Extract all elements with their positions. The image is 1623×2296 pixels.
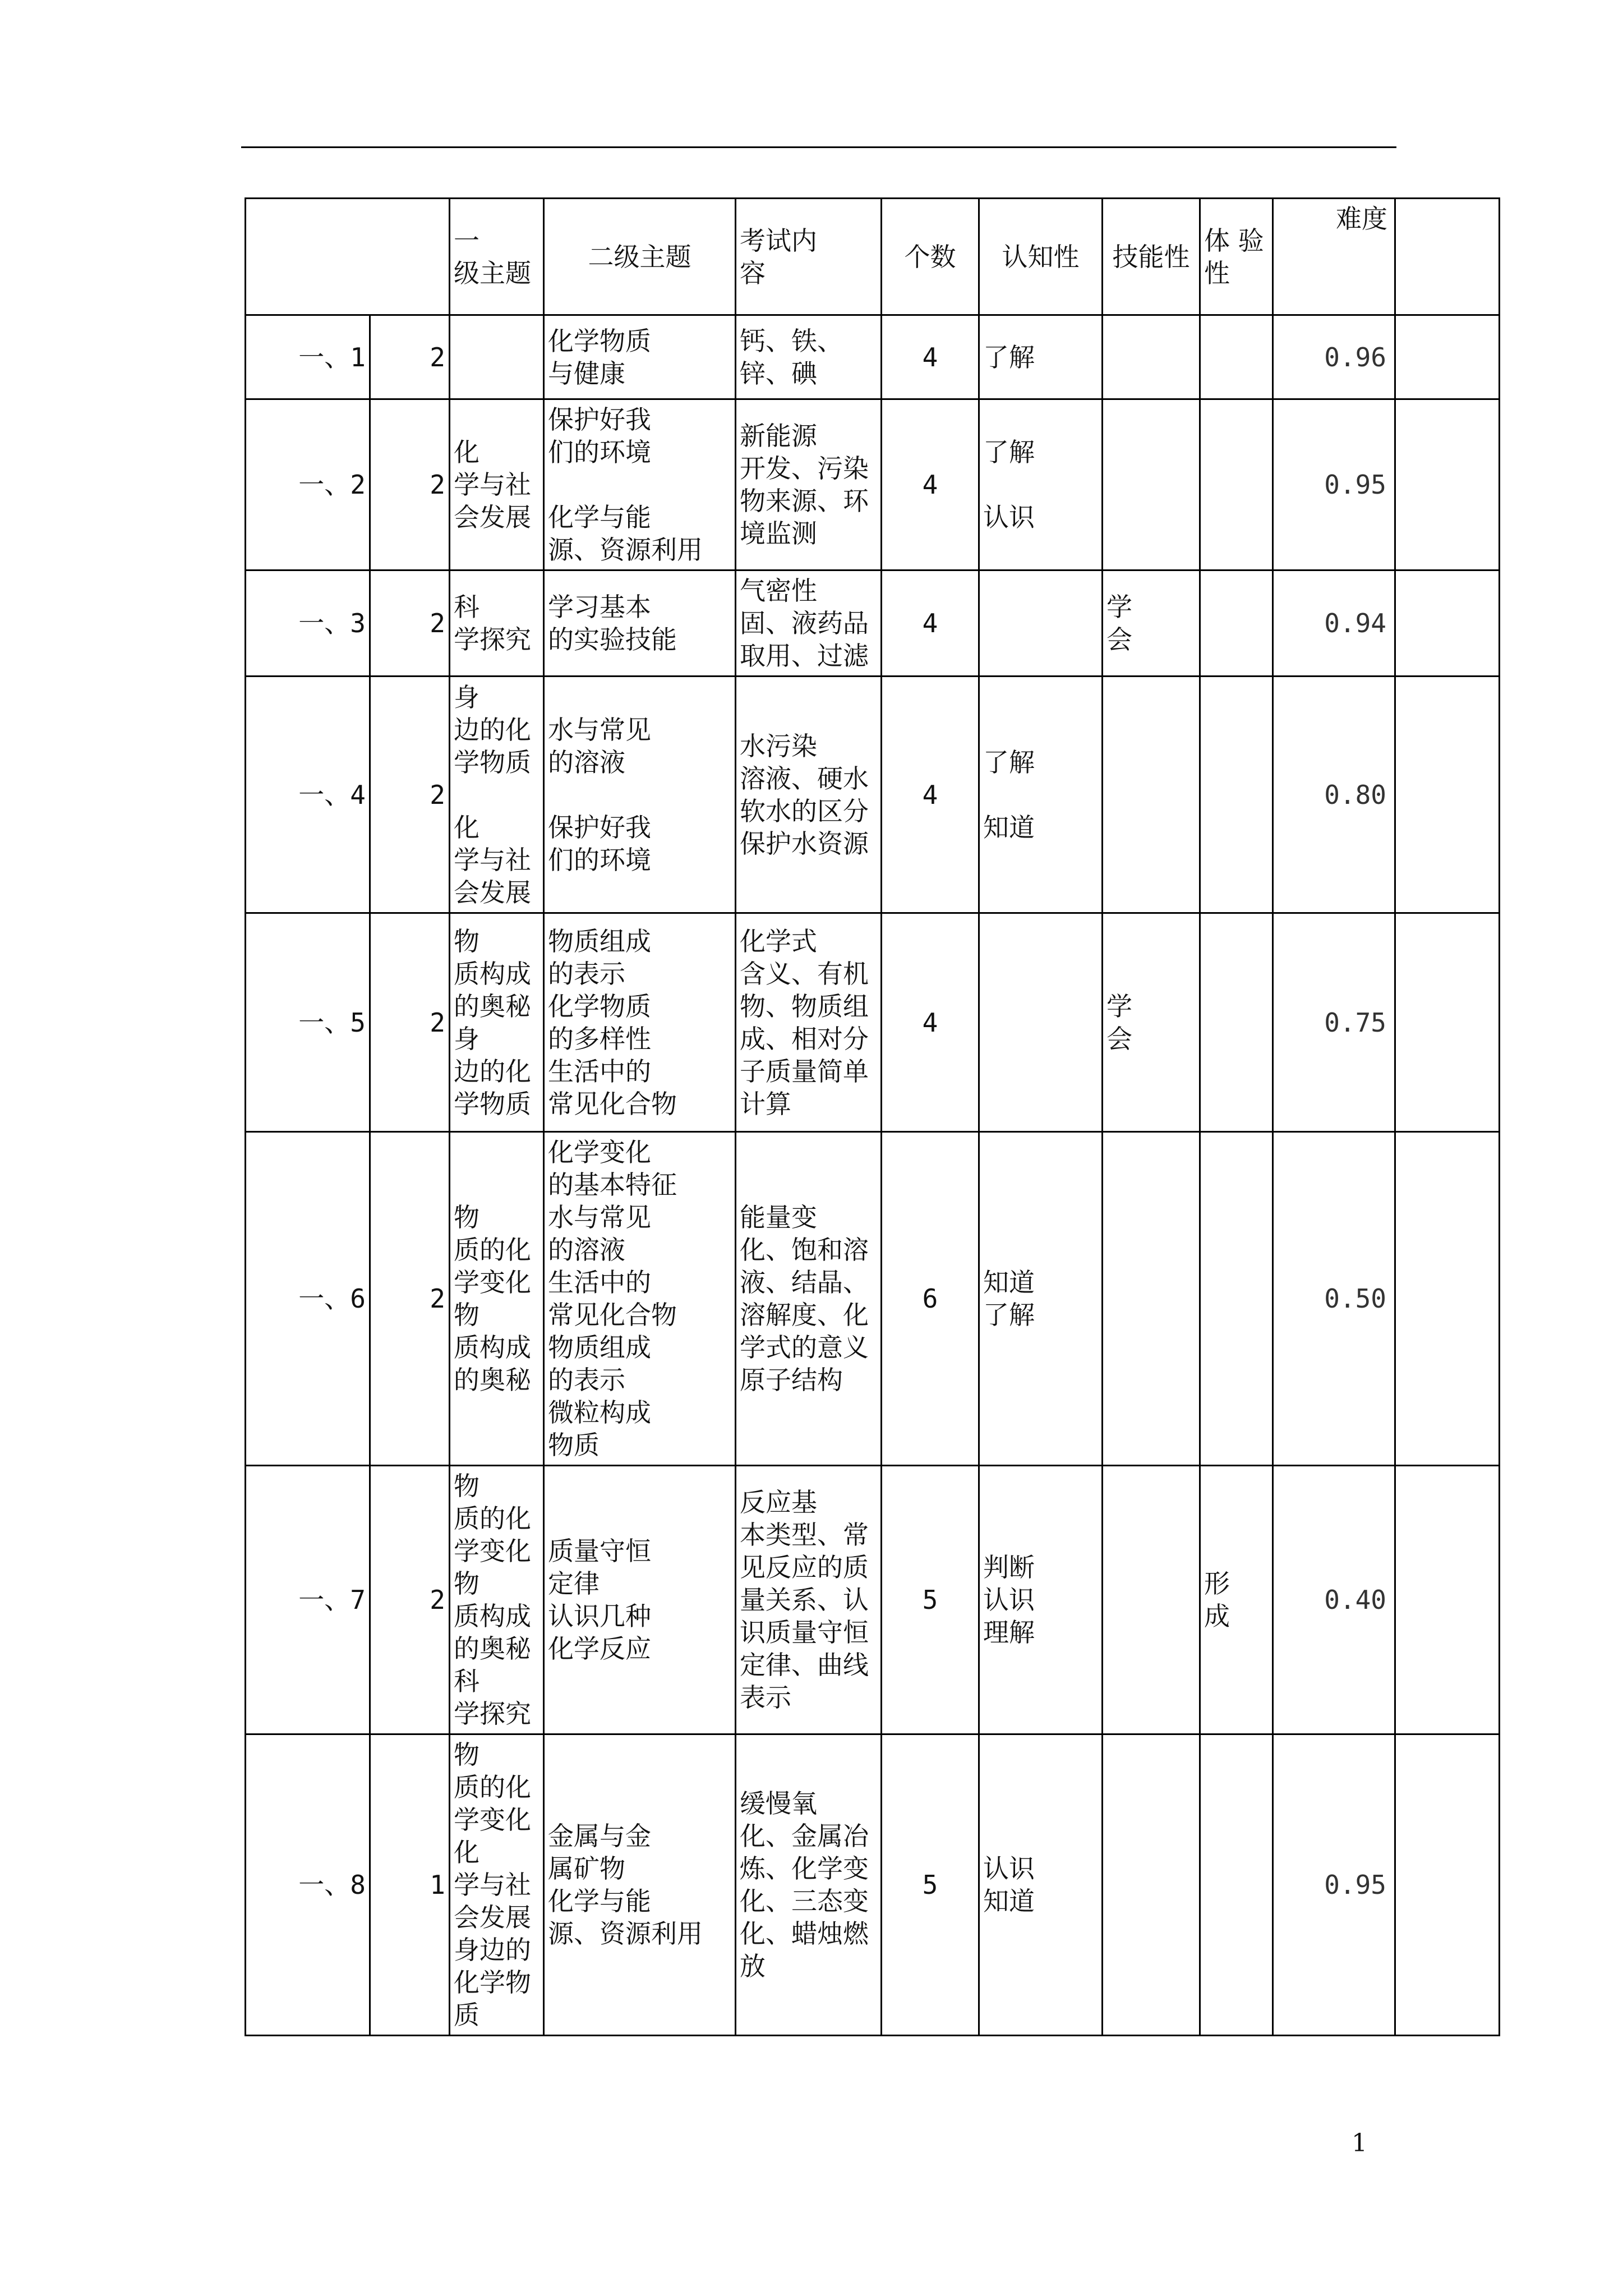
row-extra-cell <box>1395 570 1500 677</box>
row-skill <box>1103 315 1200 399</box>
row-count: 4 <box>882 315 979 399</box>
row-difficulty: 0.95 <box>1273 399 1395 570</box>
row-experience <box>1200 315 1273 399</box>
row-difficulty: 0.95 <box>1273 1734 1395 2036</box>
exam-spec-table <box>245 197 1500 2036</box>
header-experience: 体 验 性 <box>1200 199 1273 315</box>
row-count: 5 <box>882 1466 979 1734</box>
row-content: 化学式 含义、有机 物、物质组 成、相对分 子质量简单 计算 <box>736 913 882 1132</box>
row-level1: 物 质的化 学变化 物 质构成 的奥秘 科 学探究 <box>450 1466 544 1734</box>
row-score: 2 <box>370 1466 450 1734</box>
header-extra-cell <box>1395 199 1500 315</box>
table-row <box>246 1466 1500 1734</box>
row-level1: 科 学探究 <box>450 570 544 677</box>
row-level2: 学习基本 的实验技能 <box>544 570 736 677</box>
row-cognitive: 了解 <box>979 315 1103 399</box>
row-experience <box>1200 913 1273 1132</box>
table-row <box>246 570 1500 677</box>
row-level2: 金属与金 属矿物 化学与能 源、资源利用 <box>544 1734 736 2036</box>
header-skill: 技能性 <box>1103 199 1200 315</box>
row-score: 2 <box>370 913 450 1132</box>
row-extra-cell <box>1395 1734 1500 2036</box>
header-level1: 一 级主题 <box>450 199 544 315</box>
row-skill <box>1103 1132 1200 1466</box>
row-count: 5 <box>882 1734 979 2036</box>
row-level2: 保护好我 们的环境 化学与能 源、资源利用 <box>544 399 736 570</box>
row-content: 缓慢氧 化、金属冶 炼、化学变 化、三态变 化、蜡烛燃 放 <box>736 1734 882 2036</box>
row-experience <box>1200 399 1273 570</box>
row-cognitive: 了解 知道 <box>979 677 1103 913</box>
row-extra-cell <box>1395 677 1500 913</box>
header-cognitive: 认知性 <box>979 199 1103 315</box>
row-count: 6 <box>882 1132 979 1466</box>
row-difficulty: 0.80 <box>1273 677 1395 913</box>
row-skill <box>1103 677 1200 913</box>
table-row <box>246 1734 1500 2036</box>
table-row <box>246 315 1500 399</box>
row-difficulty: 0.40 <box>1273 1466 1395 1734</box>
row-extra-cell <box>1395 1132 1500 1466</box>
row-content: 水污染 溶液、硬水 软水的区分 保护水资源 <box>736 677 882 913</box>
row-content: 能量变 化、饱和溶 液、结晶、 溶解度、化 学式的意义 原子结构 <box>736 1132 882 1466</box>
page-number: 1 <box>1352 2129 1367 2157</box>
table-row <box>246 913 1500 1132</box>
row-extra-cell <box>1395 913 1500 1132</box>
row-id: 一、6 <box>246 1132 370 1466</box>
row-level1 <box>450 315 544 399</box>
row-extra-cell <box>1395 315 1500 399</box>
row-level1: 物 质的化 学变化 物 质构成 的奥秘 <box>450 1132 544 1466</box>
row-difficulty: 0.50 <box>1273 1132 1395 1466</box>
row-score: 2 <box>370 570 450 677</box>
row-content: 钙、铁、 锌、碘 <box>736 315 882 399</box>
row-content: 气密性 固、液药品 取用、过滤 <box>736 570 882 677</box>
row-experience: 形 成 <box>1200 1466 1273 1734</box>
row-extra-cell <box>1395 399 1500 570</box>
row-difficulty: 0.94 <box>1273 570 1395 677</box>
row-experience <box>1200 677 1273 913</box>
header-level2: 二级主题 <box>544 199 736 315</box>
row-id: 一、1 <box>246 315 370 399</box>
header-rule <box>241 146 1396 148</box>
row-level2: 质量守恒 定律 认识几种 化学反应 <box>544 1466 736 1734</box>
header-count: 个数 <box>882 199 979 315</box>
row-count: 4 <box>882 399 979 570</box>
table-row <box>246 1132 1500 1466</box>
row-experience <box>1200 1132 1273 1466</box>
row-content: 新能源 开发、污染 物来源、环 境监测 <box>736 399 882 570</box>
row-score: 2 <box>370 1132 450 1466</box>
row-content: 反应基 本类型、常 见反应的质 量关系、认 识质量守恒 定律、曲线 表示 <box>736 1466 882 1734</box>
row-experience <box>1200 1734 1273 2036</box>
table-row <box>246 399 1500 570</box>
row-id: 一、8 <box>246 1734 370 2036</box>
header-difficulty: 难度 <box>1273 199 1395 315</box>
row-level1: 物 质构成 的奥秘 身 边的化 学物质 <box>450 913 544 1132</box>
row-level2: 水与常见 的溶液 保护好我 们的环境 <box>544 677 736 913</box>
row-id: 一、4 <box>246 677 370 913</box>
row-score: 1 <box>370 1734 450 2036</box>
table-header-row <box>246 199 1500 315</box>
row-skill <box>1103 1734 1200 2036</box>
header-content: 考试内 容 <box>736 199 882 315</box>
row-skill: 学 会 <box>1103 913 1200 1132</box>
row-level2: 物质组成 的表示 化学物质 的多样性 生活中的 常见化合物 <box>544 913 736 1132</box>
row-skill <box>1103 399 1200 570</box>
row-id: 一、3 <box>246 570 370 677</box>
row-level1: 身 边的化 学物质 化 学与社 会发展 <box>450 677 544 913</box>
row-count: 4 <box>882 570 979 677</box>
row-cognitive <box>979 913 1103 1132</box>
header-blank-cell <box>246 199 450 315</box>
row-id: 一、5 <box>246 913 370 1132</box>
row-count: 4 <box>882 913 979 1132</box>
row-difficulty: 0.96 <box>1273 315 1395 399</box>
row-extra-cell <box>1395 1466 1500 1734</box>
row-id: 一、2 <box>246 399 370 570</box>
row-cognitive: 知道 了解 <box>979 1132 1103 1466</box>
row-cognitive: 了解 认识 <box>979 399 1103 570</box>
row-level2: 化学变化 的基本特征 水与常见 的溶液 生活中的 常见化合物 物质组成 的表示 微粒构成 物质 <box>544 1132 736 1466</box>
row-score: 2 <box>370 315 450 399</box>
row-id: 一、7 <box>246 1466 370 1734</box>
row-cognitive: 判断 认识 理解 <box>979 1466 1103 1734</box>
row-experience <box>1200 570 1273 677</box>
row-difficulty: 0.75 <box>1273 913 1395 1132</box>
row-level2: 化学物质 与健康 <box>544 315 736 399</box>
row-cognitive: 认识 知道 <box>979 1734 1103 2036</box>
table-row <box>246 677 1500 913</box>
row-skill <box>1103 1466 1200 1734</box>
row-cognitive <box>979 570 1103 677</box>
row-count: 4 <box>882 677 979 913</box>
row-skill: 学 会 <box>1103 570 1200 677</box>
row-score: 2 <box>370 399 450 570</box>
row-level1: 化 学与社 会发展 <box>450 399 544 570</box>
row-level1: 物 质的化 学变化 化 学与社 会发展 身边的 化学物 质 <box>450 1734 544 2036</box>
row-score: 2 <box>370 677 450 913</box>
